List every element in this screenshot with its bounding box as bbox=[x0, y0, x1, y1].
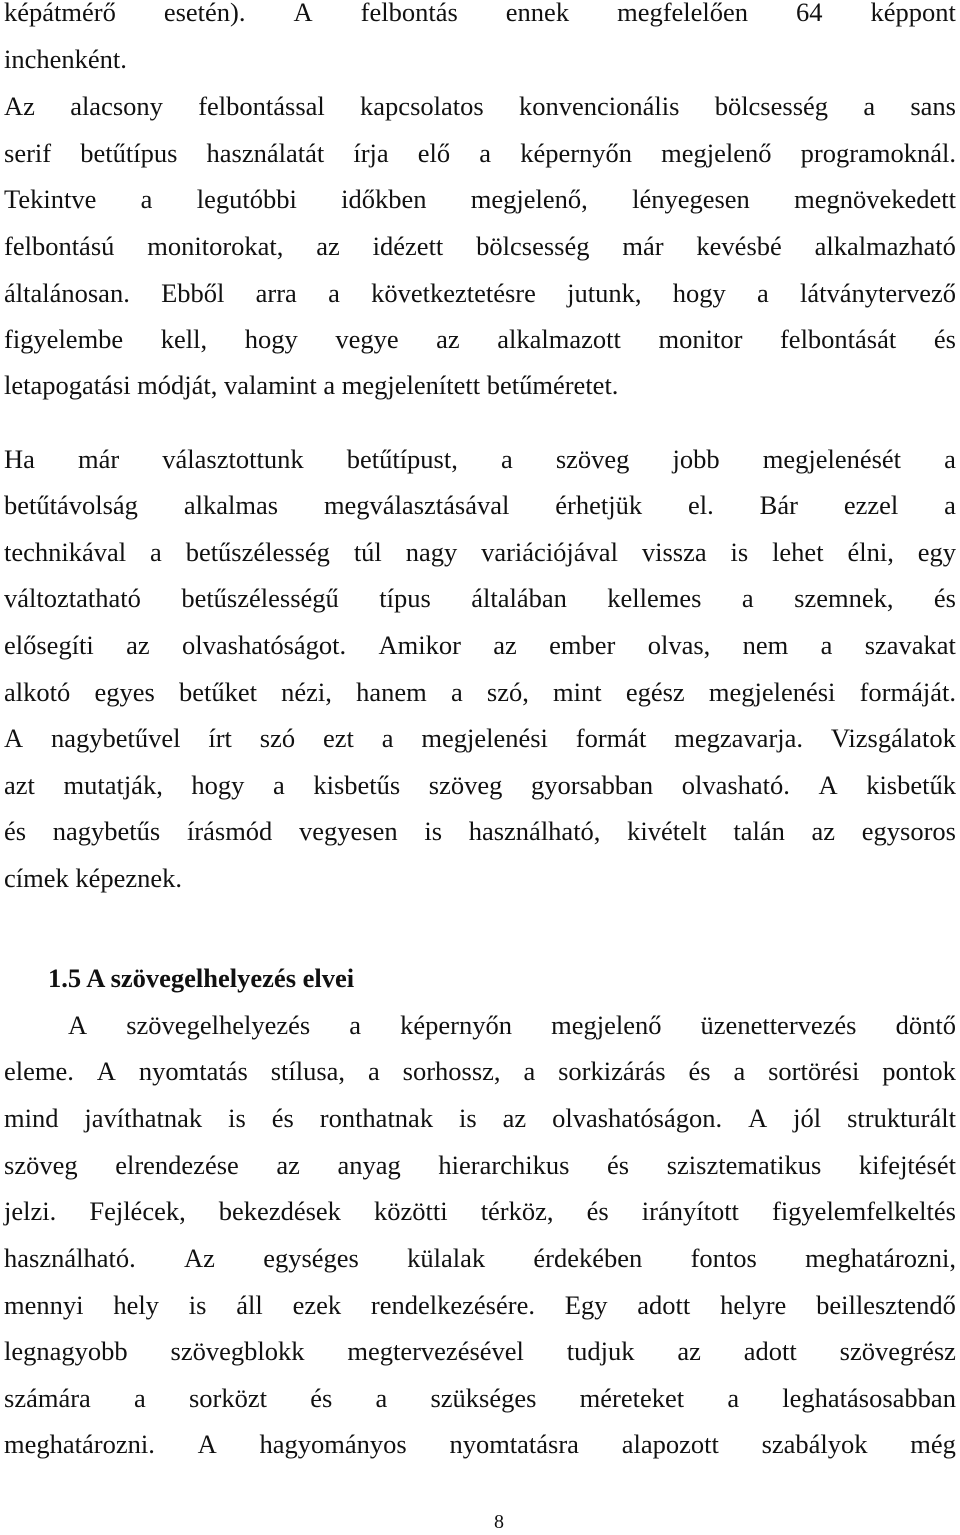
text-line: eleme. A nyomtatás stílusa, a sorhossz, a sorkizárás és a sortörési pontok bbox=[4, 1056, 956, 1086]
text-line: Tekintve a legutóbbi időkben megjelenő, lényegesen megnövekedett bbox=[4, 184, 956, 214]
text-line: elősegíti az olvashatóságot. Amikor az ember olvas, nem a szavakat bbox=[4, 630, 956, 660]
text-line: alkotó egyes betűket nézi, hanem a szó, mint egész megjelenési formáját. bbox=[4, 677, 956, 707]
text-line: számára a sorközt és a szükséges méreteket a leghatásosabban bbox=[4, 1383, 956, 1413]
text-line: letapogatási módját, valamint a megjelenített betűméretet. bbox=[4, 370, 619, 400]
text-line: változtatható betűszélességű típus általában kellemes a szemnek, és bbox=[4, 583, 956, 613]
text-line: használható. Az egységes külalak érdekében fontos meghatározni, bbox=[4, 1243, 956, 1273]
text-line: mind javíthatnak is és ronthatnak is az olvashatóságon. A jól strukturált bbox=[4, 1103, 956, 1133]
text-line: legnagyobb szövegblokk megtervezésével tudjuk az adott szövegrész bbox=[4, 1336, 956, 1366]
text-line: serif betűtípus használatát írja elő a képernyőn megjelenő programoknál. bbox=[4, 138, 956, 168]
text-line: címek képeznek. bbox=[4, 863, 183, 893]
text-line: figyelembe kell, hogy vegye az alkalmazott monitor felbontását és bbox=[4, 324, 956, 354]
text-line: felbontású monitorokat, az idézett bölcsesség már kevésbé alkalmazható bbox=[4, 231, 956, 261]
text-line: mennyi hely is áll ezek rendelkezésére. Egy adott helyre beillesztendő bbox=[4, 1290, 956, 1320]
text-line: szöveg elrendezése az anyag hierarchikus és szisztematikus kifejtését bbox=[4, 1150, 956, 1180]
text-line: Az alacsony felbontással kapcsolatos konvencionális bölcsesség a sans bbox=[4, 91, 956, 121]
text-line: képátmérő esetén). A felbontás ennek megfelelően 64 képpont bbox=[4, 0, 956, 27]
text-line: A nagybetűvel írt szó ezt a megjelenési formát megzavarja. Vizsgálatok bbox=[4, 723, 956, 753]
text-line: jelzi. Fejlécek, bekezdések közötti térköz, és irányított figyelemfelkeltés bbox=[4, 1196, 956, 1226]
text-line: A szövegelhelyezés a képernyőn megjelenő üzenettervezés döntő bbox=[68, 1010, 956, 1040]
text-line: általánosan. Ebből arra a következtetésre jutunk, hogy a látványtervező bbox=[4, 278, 956, 308]
section-heading: 1.5 A szövegelhelyezés elvei bbox=[48, 963, 355, 993]
text-line: inchenként. bbox=[4, 44, 127, 74]
text-line: Ha már választottunk betűtípust, a szöveg jobb megjelenését a bbox=[4, 444, 956, 474]
text-line: és nagybetűs írásmód vegyesen is használható, kivételt talán az egysoros bbox=[4, 816, 956, 846]
page-number: 8 bbox=[494, 1511, 504, 1533]
text-line: meghatározni. A hagyományos nyomtatásra alapozott szabályok még bbox=[4, 1429, 956, 1459]
text-line: technikával a betűszélesség túl nagy variációjával vissza is lehet élni, egy bbox=[4, 537, 956, 567]
text-line: azt mutatják, hogy a kisbetűs szöveg gyorsabban olvasható. A kisbetűk bbox=[4, 770, 956, 800]
text-line: betűtávolság alkalmas megválasztásával érhetjük el. Bár ezzel a bbox=[4, 490, 956, 520]
